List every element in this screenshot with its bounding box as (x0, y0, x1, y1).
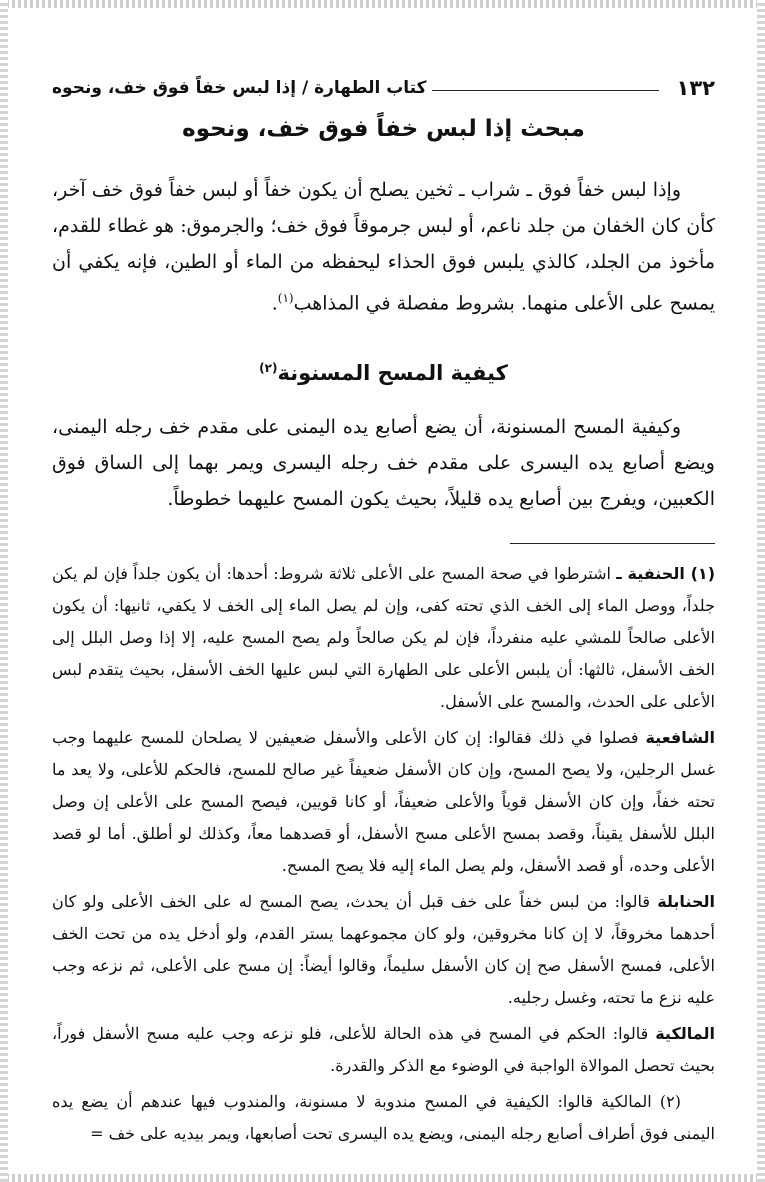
footnote-maliki: المالكية قالوا: الحكم في المسح في هذه الحالة للأعلى، فلو نزعه وجب عليه مسح الأسفل فوراً، بحيث تحصل الموالاة الواجبة في الوضوء مع الذكر والقدرة. (52, 1024, 715, 1076)
paragraph-double-khuff: وإذا لبس خفاً فوق ـ شراب ـ ثخين يصلح أن يكون خفاً أو لبس خفاً فوق خف آخر، كأن كان الخفان من جلد ناعم، أو لبس جرموقاً فوق خف؛ والجرموق: هو غطاء للقدم، مأخوذ من الجلد، كالذي يلبس فوق الحذاء ليحفظه من الماء أو الطين، فإنه يكفي أن يمسح على الأعلى منهما. بشروط مفصلة في المذاهب$^{(١)}$. (52, 179, 715, 315)
page-number: ١٣٢ (676, 76, 715, 100)
page-header (52, 70, 715, 110)
header-rule (432, 90, 659, 91)
footnote-hanbali: الحنابلة قالوا: من لبس خفاً على خف قبل أن يحدث، يصح المسح له على الخف الأعلى ولو كان أحدهما مخروقاً، لا إن كانا مخروقين، ولو كان مجموعهما يستر القدم، ولو أدخل يده من تحت الخف الأعلى، فمسح الأسفل صح إن كان الأسفل سليماً، وقالوا أيضاً: إن مسح على الأعلى، ثم نزعه وجب عليه نزع ما تحته، وغسل رجليه. (52, 892, 715, 1008)
footnote-divider (510, 543, 715, 544)
footnote-hanafi: (١) الحنفية ـ اشترطوا في صحة المسح على الأعلى ثلاثة شروط: أحدها: أن يكون جلداً فإن لم يكن جلداً، ووصل الماء إلى الخف الذي تحته كفى، وإن لم يصل الماء إلى الخف لا يكفي، ثانيها: أن يكون الأعلى صالحاً للمشي عليه منفرداً، فإن لم يكن صالحاً ولم يصح المسح عليه، إلا إذا وصل البلل إلى الخف الأسفل، ثالثها: أن يلبس الأعلى على الطهارة التي لبس عليها الخف الأسفل، بحيث يتقدم لبس الأعلى على الحدث، والمسح على الأسفل. (52, 564, 715, 712)
section-title-double-khuff: مبحث إذا لبس خفاً فوق خف، ونحوه (182, 116, 585, 142)
footnote-shafii: الشافعية فصلوا في ذلك فقالوا: إن كان الأعلى والأسفل ضعيفين لا يصلحان للمسح عليهما وجب غسل الرجلين، ولا يصح المسح، وإن كان الأسفل ضعيفاً غير صالح للمسح، فالحكم للأعلى، ولا يعد ما تحته خفاً، وإن كان الأسفل قوياً والأعلى ضعيفاً، أو كانا قويين، فيصح المسح على الأعلى إن وصل البلل للأسفل يقيناً، وقصد بمسح الأعلى مسح الأسفل، أو قصدهما معاً، وكذلك لو أطلق. أما لو قصد الأعلى وحده، أو قصد الأسفل، ولم يصل الماء إليه فلا يصح المسح. (52, 728, 715, 876)
paragraph-wiping-method: وكيفية المسح المسنونة، أن يضع أصابع يده اليمنى على مقدم خف رجله اليمنى، ويضع أصابع يده اليسرى على مقدم خف رجله اليسرى ويمر بهما إلى الساق فوق الكعبين، ويفرج بين أصابع يده قليلاً، بحيث يكون المسح عليهما خطوطاً. (52, 416, 715, 511)
section-title-wiping-method: كيفية المسح المسنونة$^{(٢)}$ (259, 361, 508, 386)
decorative-top-border (0, 0, 765, 8)
decorative-bottom-border (0, 1174, 765, 1182)
decorative-left-border (0, 0, 8, 1182)
running-title: كتاب الطهارة / إذا لبس خفاً فوق خف، ونحوه (52, 78, 427, 98)
decorative-right-border (757, 0, 765, 1182)
footnote-ref-1: (١) (277, 291, 294, 305)
book-page (52, 70, 715, 1154)
footnote-2-maliki: (٢) المالكية قالوا: الكيفية في المسح مندوبة لا مسنونة، والمندوب فيها عندهم أن يضع يده اليمنى فوق أطراف أصابع رجله اليمنى، ويضع يده اليسرى تحت أصابعها، ويمر بيديه على خف = (52, 1092, 715, 1144)
footnote-ref-2: (٢) (259, 361, 278, 376)
